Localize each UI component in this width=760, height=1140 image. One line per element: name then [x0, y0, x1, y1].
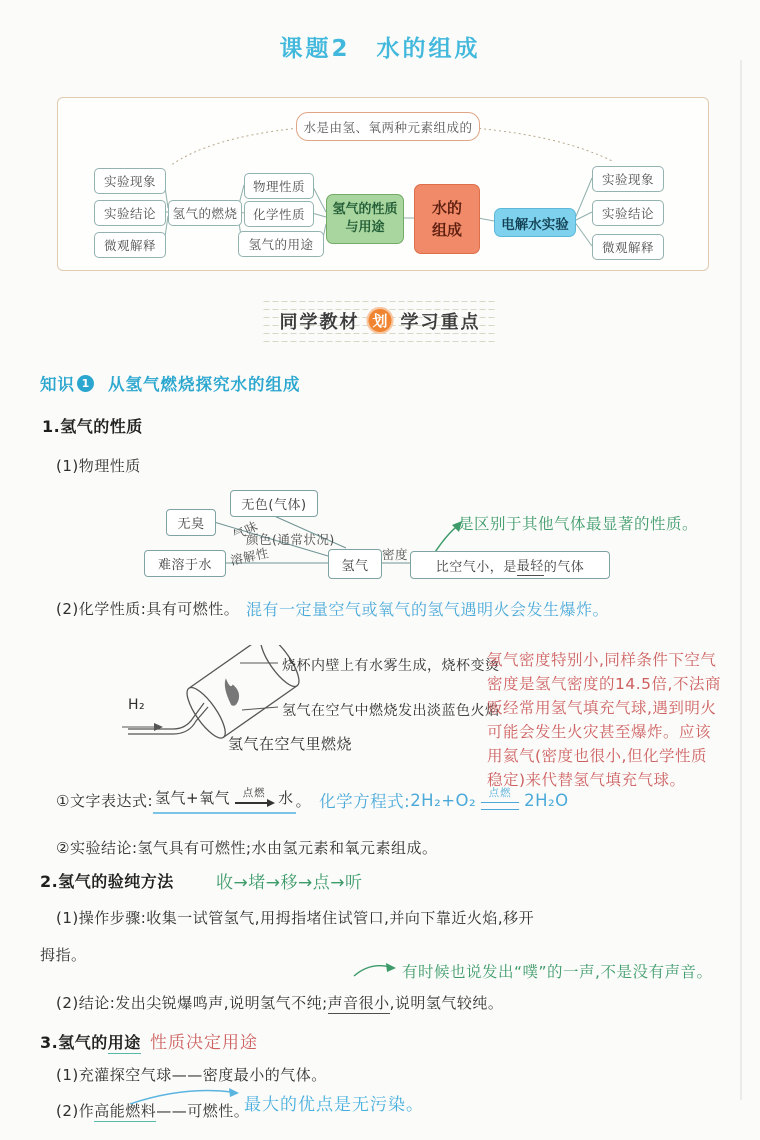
word-expression-product: 水 [278, 788, 294, 807]
reaction-arrow-ignite [235, 788, 273, 805]
page-title: 课题2 水的组成 [279, 36, 481, 62]
diagram-node-odorless: 无臭 [166, 509, 216, 536]
mindmap-branch-hydrogen-combustion: 氢气的燃烧 [168, 200, 242, 226]
pop-sound-note: 有时候也说发出“噗”的一声,不是没有声音。 [402, 963, 713, 981]
purity-mnemonic-note: 收→堵→移→点→听 [216, 873, 363, 893]
purity-conclusion-pre: (2)结论:发出尖锐爆鸣声,说明氢气不纯; [56, 994, 328, 1012]
equation-double-line-icon [481, 802, 519, 810]
density-text-post: 的气体 [543, 559, 585, 575]
mindmap-right-item-phenomenon: 实验现象 [592, 166, 664, 192]
word-expression-line [56, 781, 569, 819]
mindmap-left-item-phenomenon: 实验现象 [94, 168, 166, 194]
property-decides-use-note: 性质决定用途 [150, 1033, 258, 1053]
word-expression-prefix: ①文字表达式: [56, 791, 154, 810]
blue-curved-arrow-icon [128, 1084, 242, 1106]
chem-equation-right: 2H₂O [524, 790, 569, 810]
purity-step-line1: (1)操作步骤:收集一试管氢气,用拇指堵住试管口,并向下靠近火焰,移开 [56, 909, 535, 927]
diagram-node-colorless: 无色(气体) [230, 490, 318, 517]
section1-heading: 1.氢气的性质 [42, 417, 143, 436]
diagram-node-hydrogen: 氢气 [328, 549, 382, 579]
scan-edge-line [740, 60, 742, 1100]
mindmap-right-item-conclusion: 实验结论 [592, 200, 664, 226]
diagram-node-density-value [410, 551, 610, 579]
knowledge1-heading [40, 371, 301, 395]
mindmap-node-properties-uses: 氢气的性质与用途 [326, 194, 404, 244]
mindmap-sub-physical: 物理性质 [244, 173, 314, 199]
purity-conclusion-line [56, 992, 503, 1013]
uses-title-em: 用途 [107, 1033, 141, 1052]
physical-properties-heading: (1)物理性质 [56, 457, 141, 475]
experiment-conclusion: ②实验结论:氢气具有可燃性;水由氢元素和氧元素组成。 [56, 839, 438, 857]
ignite-condition: 点燃 [242, 786, 266, 799]
experiment-label-bottom: 氢气在空气中燃烧发出淡蓝色火焰 [282, 703, 500, 719]
diagram-node-insoluble: 难溶于水 [144, 550, 226, 577]
density-annotation: 是区别于其他气体最显著的性质。 [458, 515, 699, 533]
mindmap-node-electrolysis: 电解水实验 [494, 208, 576, 237]
helium-balloon-note: 氢气密度特别小,同样条件下空气密度是氢气密度的14.5倍,不法商贩经常用氢气填充气球,遇到明火可能会发生火灾甚至爆炸。应该用氦气(密度也很小,但化学性质稳定)来代替氢气填充气球。 [487, 651, 721, 790]
mindmap-node-water-composition: 水的组成 [414, 184, 480, 254]
experiment-caption: 氢气在空气里燃烧 [228, 735, 353, 753]
density-text-lightest: 最轻 [517, 555, 544, 576]
banner-right-text: 学习重点 [400, 311, 481, 333]
chemical-properties-heading: (2)化学性质:具有可燃性。 [56, 600, 240, 618]
no-pollution-note: 最大的优点是无污染。 [244, 1095, 424, 1115]
equation-ignite-condition: 点燃 [488, 787, 512, 800]
uses-title-pre: 3.氢气的 [40, 1033, 108, 1052]
use2-pre: (2)作 [56, 1102, 95, 1120]
study-focus-banner [264, 299, 497, 342]
experiment-label-top: 烧杯内壁上有水雾生成，烧杯变烫 [282, 658, 500, 674]
mindmap-sub-uses: 氢气的用途 [238, 231, 324, 257]
gas-flow-arrow [154, 723, 163, 731]
mindmap-top-note: 水是由氢、氧两种元素组成的 [296, 112, 480, 141]
banner-circle-badge: 划 [367, 307, 394, 334]
knowledge-badge-number: 1 [77, 375, 94, 392]
diagram-label-density: 密度 [382, 547, 409, 562]
explosion-note: 混有一定量空气或氧气的氢气遇明火会发生爆炸。 [246, 600, 610, 619]
physical-properties-diagram [140, 488, 720, 590]
diagram-label-solubility: 溶解性 [228, 545, 271, 568]
section2-heading: 2.氢气的验纯方法 [40, 872, 174, 891]
equation-condition-lines [481, 788, 519, 810]
use2-post: ——可燃性。 [156, 1102, 250, 1120]
reaction-arrow-icon [235, 802, 273, 804]
purity-conclusion-quiet: 声音很小 [327, 994, 390, 1012]
chem-equation-label: 化学方程式: [319, 792, 411, 811]
word-expression-underlined [153, 787, 296, 814]
curved-arrow-icon [352, 958, 400, 980]
mindmap-right-item-micro: 微观解释 [592, 234, 664, 260]
section3-heading [40, 1030, 141, 1053]
mindmap-panel [57, 97, 709, 271]
diagram-label-color: 颜色(通常状况) [246, 532, 335, 547]
use2-fuel: 高能燃料 [94, 1102, 157, 1120]
gas-label-h2: H₂ [128, 697, 146, 713]
use1-line: (1)充灌探空气球——密度最小的气体。 [56, 1066, 327, 1084]
mindmap-left-item-micro: 微观解释 [94, 232, 166, 258]
word-expression-reactants: 氢气+氧气 [155, 788, 231, 807]
word-expression-period: 。 [295, 791, 312, 810]
purity-step-line2: 拇指。 [40, 946, 87, 964]
flame-icon [217, 677, 244, 707]
density-text-pre: 比空气小，是 [435, 559, 517, 575]
banner-left-text: 同学教材 [279, 311, 360, 333]
mindmap-left-item-conclusion: 实验结论 [94, 200, 166, 226]
mindmap-sub-chemical: 化学性质 [244, 201, 314, 227]
knowledge-badge-text: 知识 [40, 375, 75, 394]
chem-equation-left: 2H₂+O₂ [410, 790, 477, 810]
diagram-label-smell: 气味 [230, 518, 261, 543]
knowledge1-title: 从氢气燃烧探究水的组成 [108, 375, 301, 394]
purity-conclusion-post: ,说明氢气较纯。 [389, 994, 504, 1012]
